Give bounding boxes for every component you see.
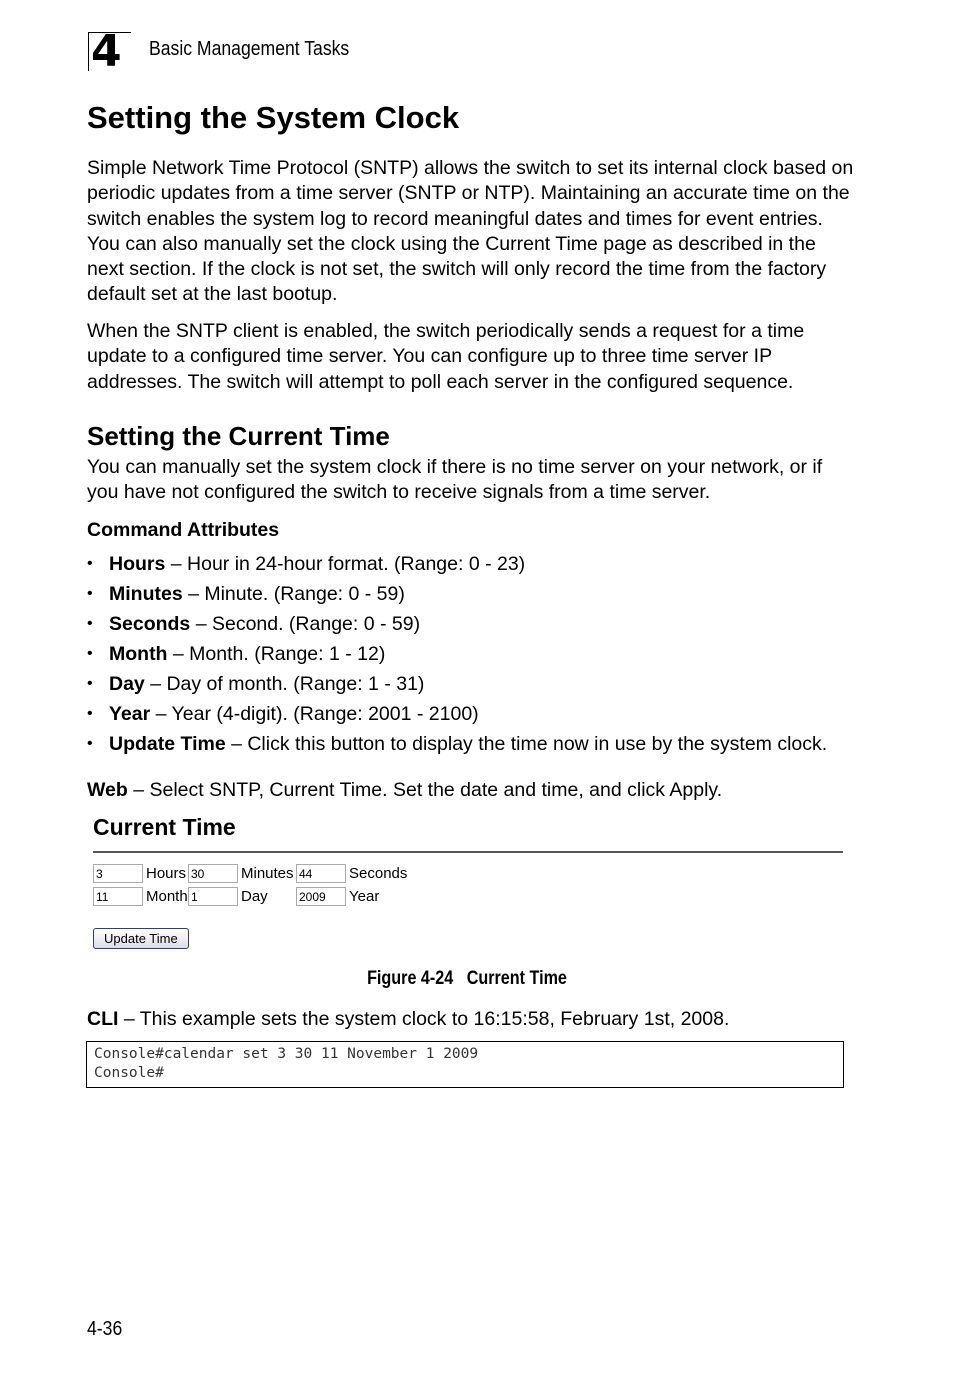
term: Web <box>87 779 128 801</box>
day-label: Day <box>241 888 268 905</box>
page-title: Setting the System Clock <box>87 100 460 135</box>
year-label: Year <box>349 888 380 905</box>
desc: – Month. (Range: 1 - 12) <box>167 643 386 665</box>
desc: – Year (4-digit). (Range: 2001 - 2100) <box>150 703 479 725</box>
attributes-heading: Command Attributes <box>87 519 280 541</box>
term: CLI <box>87 1008 119 1030</box>
page-number: 4-36 <box>87 1318 123 1340</box>
cli-code-block: Console#calendar set 3 30 11 November 1 2009 Console# <box>86 1041 844 1088</box>
section-title: Setting the Current Time <box>87 421 390 451</box>
desc: – Hour in 24-hour format. (Range: 0 - 23) <box>165 553 526 575</box>
list-item <box>87 580 827 610</box>
term: Day <box>109 673 145 695</box>
update-time-button[interactable]: Update Time <box>93 928 189 949</box>
list-item <box>87 730 827 760</box>
month-input[interactable] <box>93 887 143 906</box>
minutes-label: Minutes <box>241 865 294 882</box>
term: Month <box>109 643 168 665</box>
desc: – Click this button to display the time now in use by the system clock. <box>225 733 828 755</box>
section-intro: You can manually set the system clock if there is no time server on your network, or if you have not configured the switch to receive signals from a time server. <box>87 456 823 504</box>
hours-label: Hours <box>146 865 187 882</box>
attribute-list <box>87 550 827 760</box>
list-item <box>87 610 827 640</box>
seconds-input[interactable] <box>296 864 346 883</box>
list-item <box>87 640 827 670</box>
figure-caption: Figure 4-24 Current Time <box>367 968 567 989</box>
desc: – Minute. (Range: 0 - 59) <box>182 583 405 605</box>
figure-title: Current Time <box>93 814 236 840</box>
year-input[interactable] <box>296 887 346 906</box>
list-item <box>87 700 827 730</box>
seconds-label: Seconds <box>349 865 408 882</box>
term: Hours <box>109 553 166 575</box>
paragraph-client: When the SNTP client is enabled, the switch periodically sends a request for a time update to a configured time server. You can configure up to three time server IP addresses. The switch will attempt to poll each server in the configured sequence. <box>87 320 805 393</box>
day-input[interactable] <box>188 887 238 906</box>
month-label: Month <box>146 888 188 905</box>
hours-input[interactable] <box>93 864 143 883</box>
term: Year <box>109 703 151 725</box>
minutes-input[interactable] <box>188 864 238 883</box>
desc: – Day of month. (Range: 1 - 31) <box>144 673 425 695</box>
term: Seconds <box>109 613 191 635</box>
term: Minutes <box>109 583 183 605</box>
current-time-figure <box>93 814 843 949</box>
list-item <box>87 670 827 700</box>
cli-instruction <box>87 1007 857 1032</box>
web-instruction <box>87 778 857 803</box>
paragraph-sntp: Simple Network Time Protocol (SNTP) allows the switch to set its internal clock based on periodic updates from a time server (SNTP or NTP). Maintaining an accurate time on the switch enables the system log to record meaningful dates and times for event entries. You can also manually set the clock using the Current Time page as described in the next section. If the clock is not set, the switch will only record the time from the factory default set at the last bootup. <box>87 157 854 306</box>
desc: – Second. (Range: 0 - 59) <box>190 613 421 635</box>
term: Update Time <box>109 733 226 755</box>
desc: – This example sets the system clock to 16:15:58, February 1st, 2008. <box>118 1008 730 1030</box>
divider <box>93 851 843 853</box>
desc: – Select SNTP, Current Time. Set the date and time, and click Apply. <box>127 779 723 801</box>
chapter-number: 4 <box>88 32 131 71</box>
chapter-title: Basic Management Tasks <box>149 38 350 60</box>
list-item <box>87 550 827 580</box>
